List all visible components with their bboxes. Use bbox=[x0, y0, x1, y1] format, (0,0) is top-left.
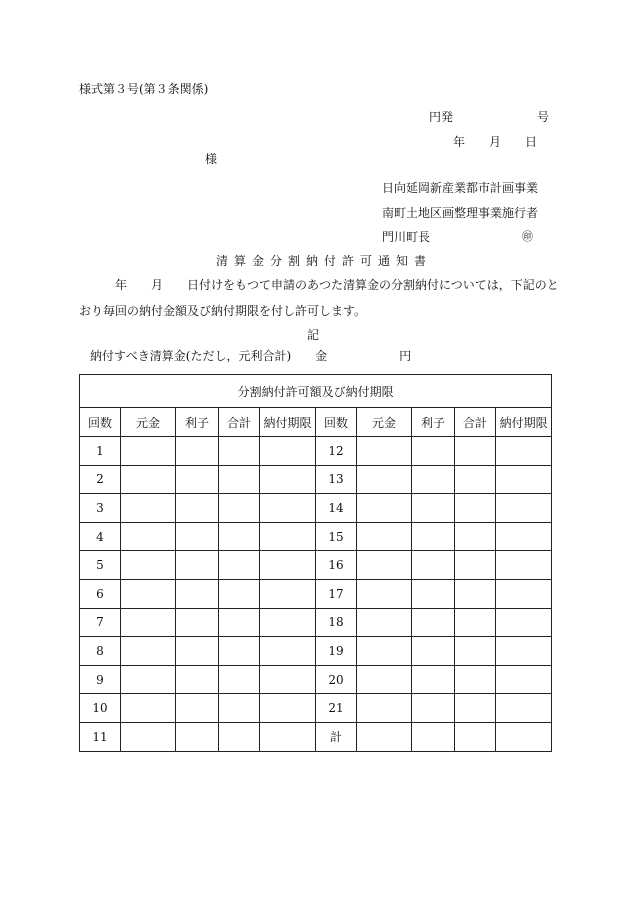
installment-table bbox=[79, 374, 552, 752]
empty-cell bbox=[176, 665, 219, 694]
empty-cell bbox=[455, 608, 496, 637]
empty-cell bbox=[496, 465, 552, 494]
body-line-2: おり毎回の納付金額及び納付期限を付し許可します。 bbox=[79, 304, 367, 318]
empty-cell bbox=[455, 665, 496, 694]
empty-cell bbox=[357, 437, 412, 466]
column-header: 納付期限 bbox=[260, 408, 316, 437]
empty-cell bbox=[455, 722, 496, 751]
installment-number: 17 bbox=[316, 579, 357, 608]
ki-heading: 記 bbox=[307, 328, 320, 342]
empty-cell bbox=[176, 579, 219, 608]
table-caption: 分割納付許可額及び納付期限 bbox=[80, 375, 552, 408]
empty-cell bbox=[260, 665, 316, 694]
empty-cell bbox=[121, 722, 176, 751]
installment-number: 2 bbox=[80, 465, 121, 494]
empty-cell bbox=[455, 637, 496, 666]
empty-cell bbox=[176, 494, 219, 523]
empty-cell bbox=[219, 494, 260, 523]
issue-number: 円発 号 bbox=[429, 110, 550, 124]
installment-number: 5 bbox=[80, 551, 121, 580]
issuer-line-3: 門川町長 bbox=[382, 230, 431, 244]
empty-cell bbox=[412, 494, 455, 523]
empty-cell bbox=[121, 608, 176, 637]
empty-cell bbox=[496, 694, 552, 723]
installment-number: 18 bbox=[316, 608, 357, 637]
empty-cell bbox=[455, 694, 496, 723]
empty-cell bbox=[219, 694, 260, 723]
empty-cell bbox=[176, 608, 219, 637]
empty-cell bbox=[455, 579, 496, 608]
empty-cell bbox=[260, 465, 316, 494]
empty-cell bbox=[260, 437, 316, 466]
payment-line: 納付すべき清算金(ただし，元利合計) 金 円 bbox=[90, 349, 412, 363]
empty-cell bbox=[260, 579, 316, 608]
installment-number: 1 bbox=[80, 437, 121, 466]
installment-number: 3 bbox=[80, 494, 121, 523]
empty-cell bbox=[219, 579, 260, 608]
empty-cell bbox=[455, 494, 496, 523]
empty-cell bbox=[357, 665, 412, 694]
column-header: 回数 bbox=[316, 408, 357, 437]
empty-cell bbox=[412, 665, 455, 694]
column-header: 合計 bbox=[219, 408, 260, 437]
installment-number: 4 bbox=[80, 522, 121, 551]
empty-cell bbox=[357, 694, 412, 723]
empty-cell bbox=[121, 665, 176, 694]
empty-cell bbox=[219, 551, 260, 580]
installment-number: 12 bbox=[316, 437, 357, 466]
empty-cell bbox=[219, 665, 260, 694]
empty-cell bbox=[412, 694, 455, 723]
empty-cell bbox=[412, 465, 455, 494]
empty-cell bbox=[219, 437, 260, 466]
issuer-line-1: 日向延岡新産業都市計画事業 bbox=[382, 181, 539, 195]
form-number: 様式第３号(第３条関係) bbox=[79, 82, 209, 96]
table-row bbox=[80, 522, 552, 551]
installment-number: 8 bbox=[80, 637, 121, 666]
empty-cell bbox=[357, 608, 412, 637]
empty-cell bbox=[260, 522, 316, 551]
empty-cell bbox=[412, 551, 455, 580]
empty-cell bbox=[496, 437, 552, 466]
installment-number: 7 bbox=[80, 608, 121, 637]
empty-cell bbox=[455, 522, 496, 551]
installment-number: 21 bbox=[316, 694, 357, 723]
empty-cell bbox=[496, 665, 552, 694]
empty-cell bbox=[357, 551, 412, 580]
empty-cell bbox=[176, 522, 219, 551]
table-row bbox=[80, 465, 552, 494]
column-header: 回数 bbox=[80, 408, 121, 437]
table-row bbox=[80, 722, 552, 751]
installment-number: 計 bbox=[316, 722, 357, 751]
table-header-row bbox=[80, 408, 552, 437]
empty-cell bbox=[412, 579, 455, 608]
empty-cell bbox=[260, 608, 316, 637]
table-row bbox=[80, 551, 552, 580]
table-row bbox=[80, 437, 552, 466]
empty-cell bbox=[260, 637, 316, 666]
empty-cell bbox=[357, 637, 412, 666]
empty-cell bbox=[219, 522, 260, 551]
empty-cell bbox=[260, 694, 316, 723]
column-header: 利子 bbox=[412, 408, 455, 437]
empty-cell bbox=[412, 637, 455, 666]
empty-cell bbox=[121, 579, 176, 608]
column-header: 元金 bbox=[357, 408, 412, 437]
installment-number: 13 bbox=[316, 465, 357, 494]
empty-cell bbox=[496, 608, 552, 637]
empty-cell bbox=[455, 551, 496, 580]
column-header: 元金 bbox=[121, 408, 176, 437]
installment-number: 19 bbox=[316, 637, 357, 666]
date-line: 年 月 日 bbox=[453, 135, 538, 149]
document-title: 清算金分割納付許可通知書 bbox=[216, 254, 433, 268]
empty-cell bbox=[496, 522, 552, 551]
table-row bbox=[80, 494, 552, 523]
empty-cell bbox=[357, 522, 412, 551]
addressee-suffix: 様 bbox=[205, 152, 218, 166]
installment-number: 9 bbox=[80, 665, 121, 694]
table-row bbox=[80, 608, 552, 637]
table-row bbox=[80, 637, 552, 666]
empty-cell bbox=[357, 494, 412, 523]
body-line-1: 年 月 日付けをもつて申請のあつた清算金の分割納付については，下記のと bbox=[115, 278, 559, 292]
empty-cell bbox=[412, 522, 455, 551]
empty-cell bbox=[219, 608, 260, 637]
empty-cell bbox=[176, 465, 219, 494]
column-header: 利子 bbox=[176, 408, 219, 437]
empty-cell bbox=[455, 465, 496, 494]
empty-cell bbox=[357, 722, 412, 751]
empty-cell bbox=[357, 465, 412, 494]
empty-cell bbox=[357, 579, 412, 608]
table-row bbox=[80, 694, 552, 723]
empty-cell bbox=[412, 608, 455, 637]
installment-number: 6 bbox=[80, 579, 121, 608]
empty-cell bbox=[121, 637, 176, 666]
empty-cell bbox=[219, 722, 260, 751]
installment-number: 10 bbox=[80, 694, 121, 723]
table-row bbox=[80, 665, 552, 694]
empty-cell bbox=[496, 722, 552, 751]
empty-cell bbox=[121, 437, 176, 466]
empty-cell bbox=[176, 722, 219, 751]
installment-number: 14 bbox=[316, 494, 357, 523]
empty-cell bbox=[412, 722, 455, 751]
column-header: 納付期限 bbox=[496, 408, 552, 437]
empty-cell bbox=[176, 694, 219, 723]
empty-cell bbox=[496, 637, 552, 666]
empty-cell bbox=[121, 465, 176, 494]
empty-cell bbox=[496, 551, 552, 580]
empty-cell bbox=[260, 722, 316, 751]
empty-cell bbox=[412, 437, 455, 466]
empty-cell bbox=[121, 694, 176, 723]
empty-cell bbox=[121, 494, 176, 523]
empty-cell bbox=[260, 551, 316, 580]
empty-cell bbox=[176, 551, 219, 580]
empty-cell bbox=[496, 494, 552, 523]
installment-number: 15 bbox=[316, 522, 357, 551]
empty-cell bbox=[496, 579, 552, 608]
empty-cell bbox=[260, 494, 316, 523]
empty-cell bbox=[219, 637, 260, 666]
empty-cell bbox=[121, 522, 176, 551]
empty-cell bbox=[176, 637, 219, 666]
issuer-line-2: 南町土地区画整理事業施行者 bbox=[382, 206, 539, 220]
installment-number: 16 bbox=[316, 551, 357, 580]
table-row bbox=[80, 579, 552, 608]
empty-cell bbox=[219, 465, 260, 494]
empty-cell bbox=[455, 437, 496, 466]
installment-number: 20 bbox=[316, 665, 357, 694]
empty-cell bbox=[121, 551, 176, 580]
installment-number: 11 bbox=[80, 722, 121, 751]
empty-cell bbox=[176, 437, 219, 466]
column-header: 合計 bbox=[455, 408, 496, 437]
seal-mark: ㊞ bbox=[522, 230, 533, 243]
